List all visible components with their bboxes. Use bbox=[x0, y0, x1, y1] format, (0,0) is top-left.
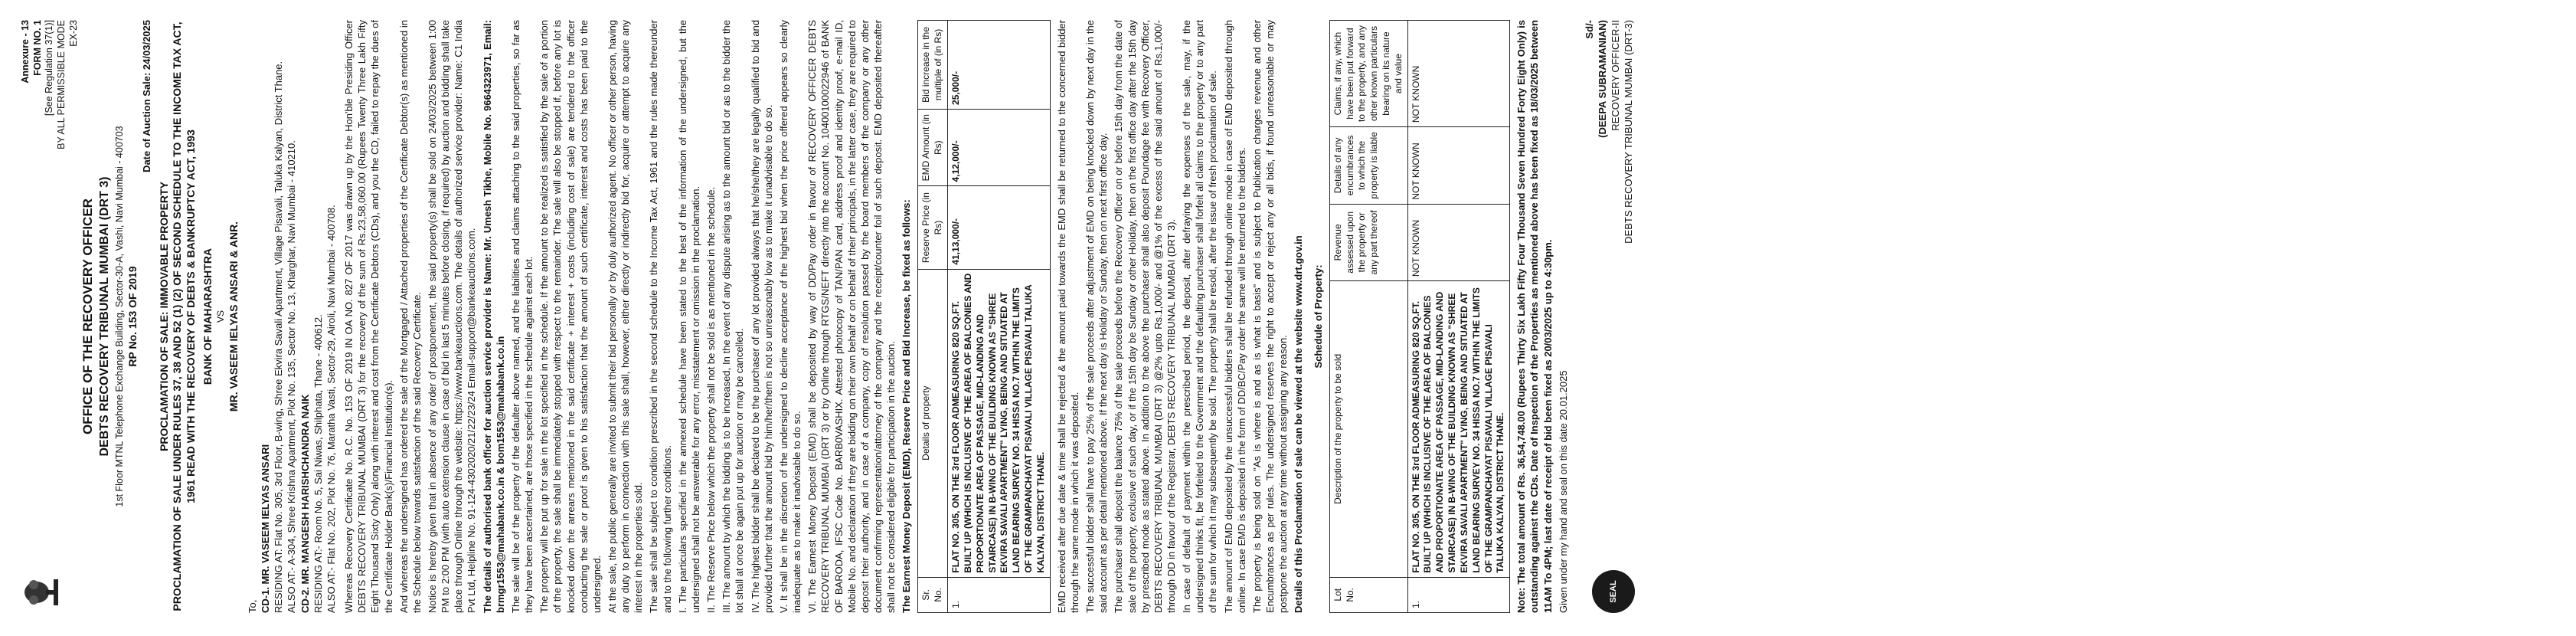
paragraph: III. The amount by which the bidding is to be increased, In the event of any dispute arising as to the amount bid or as to the bidder the lot shall at once be again put up for auction or may be cancelled. bbox=[721, 20, 746, 613]
paragraph: The amount of EMD deposited by the unsuccessful bidders shall be refunded through online mode in case of EMD deposited through online. In case EMD is deposited in the form of DD/BC/Pay order the same will be returned to the bidders. bbox=[1222, 20, 1247, 613]
proclamation-title: PROCLAMATION OF SALE: IMMOVABLE PROPERTY PROCLAMATION OF SALE UNDER RULES 37, 38 AND 52 (1) (2) OF SECOND SCHEDULE TO THE INCOME TAX ACT, 1961 READ WITH THE RECOVERY OF DEBTS & BANKRUPTCY ACT, 1993 bbox=[157, 21, 197, 611]
schedule-table bbox=[1329, 20, 1511, 613]
addressee-block bbox=[246, 20, 338, 613]
table-header: EMD Amount (in Rs) bbox=[918, 109, 948, 185]
signed-mark: Sd/- bbox=[1583, 20, 1595, 39]
conditions-section bbox=[342, 20, 897, 613]
rule-reference: [See Regulation 37(1)] bbox=[44, 20, 55, 116]
table-cell: 1. bbox=[948, 577, 1051, 612]
paragraph: The successful bidder shall have to pay 25% of the sale proceeds after adjustment of EMD on being knocked down by next day in the said account as per detail mentioned above. If the next day is Holiday or Sunday, then on next first office day. bbox=[1084, 20, 1110, 613]
table-header: Details of any encumbrances to which the property is liable bbox=[1329, 127, 1407, 204]
paragraph: V. It shall be in the discretion of the undersigned to decline acceptance of the highest bid when the price offered appears so clearly inadequate as to make it inadvisable to do so. bbox=[777, 20, 803, 613]
paragraph: The purchaser shall deposit the balance 75% of the sale proceeds before the Recovery Officer on or before 15th day from the date of sale of the property, exclusive of such day, or if the 15th day be Sunday or other Holiday, then on the first office day after the 15th day by prescribed mode as stated above. In addition to the above the purchaser shall also deposit Poundage fee with Recovery Officer, DEBTS RECOVERY TRIBUNAL MUMBAI (DRT 3) @2% upto Rs.1,000/- and @1% of the excess of the said amount of Rs.1,000/- through DD in favour of the Registrar, DEBTS RECOVERY TRIBUNAL MUMBAI (DRT 3). bbox=[1113, 20, 1177, 613]
paragraph: Notice is hereby given that in absence of any order of postponement, the said property(s) shall be sold on 24/03/2025 between 1:00 PM to 2:00 PM (with auto extension clause in case of bid in last 5 minutes before closing, if required) by auction and bidding shall take place through Online through the website: https://www.bankeauctions.com. The details of authorized service provider: Name: C1 India Pvt Ltd, Helpline No. 91-124-4302020/21/22/23/24 Email-support@bankeauctions.com. bbox=[426, 20, 478, 613]
table-header-row bbox=[1329, 21, 1407, 613]
paragraph: I. The particulars specified in the annexed schedule have been stated to the best of the information of the undersigned, but the undersigned shall not be answerable for any error, misstatement or omission in the proclamation. bbox=[676, 20, 701, 613]
cd1-alternate-address: ALSO AT:- A-304, Shree Krishna Apartment, Plot No. 135, Sector No. 13, Kharghar, Navi Mumbai - 410210. bbox=[286, 140, 298, 613]
officer-office: DEBTS RECOVERY TRIBUNAL MUMBAI (DRT-3) bbox=[1622, 20, 1634, 244]
paragraph: VI. The Earnest Money Deposit (EMD) shall be deposited by way of DD/Pay order in favour of RECOVERY OFFICER DEBTS RECOVERY TRIBUNAL MUMBAI (DRT 3) or by Online through RTGS/NEFT directly into the account No. 10400100022946 of BANK OF BARODA, IFSC Code No. BARB0VASHIX. Attested photocopy of TAN/PAN card, address proof and identity proof, e-mail ID, Mobile No. and declaration if they are bidding on their own behalf or on behalf of their principals, in the latter case, they are required to deposit their authority, and in case of a company, copy of resolution passed by the board members of the company or any other document confirming representation/attorney of the company and the receipt/counter foil of such deposit. EMD deposited thereafter shall not be considered eligible for participation in the auction. bbox=[806, 20, 897, 613]
form-number: FORM NO. 1 bbox=[31, 20, 43, 76]
table-header: Details of property bbox=[918, 269, 948, 577]
paragraph: The sale will be of the property of the defaulter above named, and the liabilities and claims attaching to the said properties, so far as they have been ascertained, are those specified in the schedule against each lot. bbox=[509, 20, 535, 613]
given-under-hand: Given under my hand and seal on this date 20.01.2025 bbox=[1557, 370, 1569, 613]
table-cell: NOT KNOWN bbox=[1407, 21, 1510, 127]
table-cell: FLAT NO. 305, ON THE 3rd FLOOR ADMEASURING 820 SQ.FT. BUILT UP (WHICH IS INCLUSIVE OF THE AREA OF BALCONIES AND PROPORTIONATE AREA OF PASSAGE, MID-LANDING AND STAIRCASE) IN B-WING OF THE BUILDING KNOWN AS "SHREE EKVIRA SAVALI APARTMENT" LYING, BEING AND SITUATED AT LAND BEARING SURVEY NO. 34 HISSA NO.7 WITHIN THE LIMITS OF THE GRAMPANCHAYAT PISAVALI VILLAGE PISAVALI TALUKA KALYAN, DISTRICT THANE. bbox=[1407, 281, 1510, 578]
officer-designation: RECOVERY OFFICER-II bbox=[1609, 20, 1621, 131]
office-address: 1st Floor MTNL Telephone Exchange Building, Sector-30-A, Vashi, Navi Mumbai - 400703 bbox=[113, 126, 125, 507]
table-row bbox=[948, 21, 1051, 613]
official-seal-icon: SEAL bbox=[1592, 570, 1635, 613]
to-label: To, bbox=[246, 599, 258, 613]
table-cell: 25,000/- bbox=[948, 21, 1051, 110]
annexure-block bbox=[20, 20, 80, 149]
table-header: Lot No. bbox=[1329, 577, 1407, 612]
table-cell: NOT KNOWN bbox=[1407, 127, 1510, 204]
emd-table bbox=[917, 20, 1050, 613]
table-header: Revenue assessed upon the property or any part thereof bbox=[1329, 204, 1407, 280]
delivery-mode: BY ALL PERMISSIBLE MODE bbox=[55, 20, 67, 149]
table-header: Reserve Price (in Rs) bbox=[918, 186, 948, 269]
reference-code: EX-23 bbox=[67, 20, 79, 47]
cd2-name: CD-2. MR. MANGESH HARISHCHANDRA NAIK bbox=[299, 394, 311, 613]
table-header: Sr. No. bbox=[918, 577, 948, 612]
cd2-alternate-address: ALSO AT:- Flat No. 202, Plot No. 76, Maratha Vasti, Sector-29, Airoli, Navi Mumbai - 400708. bbox=[325, 205, 337, 613]
table-cell: FLAT NO. 305, ON THE 3rd FLOOR ADMEASURING 820 SQ.FT. BUILT UP (WHICH IS INCLUSIVE OF THE AREA OF BALCONIES AND PROPORTIONATE AREA OF PASSAGE, MID-LANDING AND STAIRCASE) IN B-WING OF THE BUILDING KNOWN AS "SHREE EKVIRA SAVALI APARTMENT" LYING, BEING AND SITUATED AT LAND BEARING SURVEY NO. 34 HISSA NO.7 WITHIN THE LIMITS OF THE GRAMPANCHAYAT PISAVALI VILLAGE PISAVALI TALUKA KALYAN, DISTRICT THANE. bbox=[948, 269, 1051, 577]
paragraph: The sale shall be subject to condition prescribed in the second schedule to the Income Tax Act, 1961 and the rules made thereunder and to the following further conditions. bbox=[648, 20, 673, 613]
recovery-proceeding-number: RP No. 153 OF 2019 bbox=[126, 266, 139, 367]
table-cell: 1. bbox=[1407, 577, 1510, 612]
table-row bbox=[1407, 21, 1510, 613]
table-header: Claims, if any, which have been put forward to the property, and any other known particulars bearing on its nature and value bbox=[1329, 21, 1407, 127]
versus-label: VS bbox=[214, 310, 226, 323]
paragraph: II. The Reserve Price below which the property shall not be sold is as mentioned in the schedule. bbox=[705, 186, 718, 613]
emd-heading: The Earnest Money Deposit (EMD), Reserve Price and Bid Increase, be fixed as follows: bbox=[901, 199, 913, 613]
paragraph: In case of default of payment within the prescribed period, the deposit, after defraying the expenses of the sale, may, if the undersigned thinks fit, be forfeited to the Government and the defaulting purchaser shall forfeit all claims to the property or to any part of the sum for which it may subsequently be sold. The property shall be resold, after the issue of fresh proclamation of sale. bbox=[1181, 20, 1219, 613]
applicant-bank: BANK OF MAHARASHTRA bbox=[201, 248, 214, 385]
paragraph: And whereas the undersigned has ordered the sale of the Mortgaged / Attached properties of the Certificate Debtor(s) as mentioned in the Schedule below towards satisfaction of the said Recovery Certificate. bbox=[397, 20, 423, 613]
office-title: OFFICE OF THE RECOVERY OFFICER bbox=[80, 198, 95, 434]
paragraph: At the sale, the public generally are invited to submit their bid personally or by duly authorized agent. No officer or other person, having any duty to perform in connection with this sale shall, however, either directly or indirectly bid for, acquire or attempt to acquire any interest in the properties sold. bbox=[606, 20, 645, 613]
table-cell: NOT KNOWN bbox=[1407, 204, 1510, 280]
sale-conditions-section bbox=[1055, 20, 1306, 613]
schedule-title: Schedule of Property: bbox=[1312, 264, 1324, 369]
office-subtitle: DEBTS RECOVERY TRIBUNAL MUMBAI (DRT 3) bbox=[98, 176, 112, 457]
table-header: Bid increase in the multiple of (in Rs) bbox=[918, 21, 948, 110]
paragraph: The property will be put up for sale in the lot specified in the schedule. If the amount to be realized is satisfied by the sale of a portion of the property, the sale shall be immediately stopped with respect to the remainder. The sale will also be stopped if, before any lot is knocked down the arrears mentioned in the said certificate + interest + costs (including cost of sale) are tendered to the officer conducting the sale or proof is given to his satisfaction that the amount of such certificate, interest and costs has been paid to the undersigned. bbox=[538, 20, 603, 613]
paragraph: EMD received after due date & time shall be rejected & the amount paid towards the EMD shall be returned to the concerned bidder through the same mode in which it was deposited. bbox=[1055, 20, 1080, 613]
defendant-name: MR. VASEEM IELYAS ANSARI & ANR. bbox=[227, 221, 240, 412]
paragraph: Details of this Proclamation of sale can be viewed at the website www.drt.gov.in bbox=[1293, 235, 1305, 613]
officer-name: (DEEPA SUBRAMANIAN) bbox=[1596, 20, 1608, 138]
table-cell: 4,12,000/- bbox=[948, 109, 1051, 185]
cd1-name: CD-1. MR. VASEEM IELYAS ANSARI bbox=[260, 444, 272, 613]
table-header: Description of the property to be sold bbox=[1329, 281, 1407, 578]
paragraph: The property is being sold on "As is where is and as is what is basis" and is subject to Publication charges revenue and other Encumbrances as per rules. The undersigned reserves the right to accept or reject any or all bids, if found unreasonable or may postpone the auction at any time without assigning any reason. bbox=[1250, 20, 1290, 613]
paragraph: The details of authorised bank officer for auction service provider is Name: Mr. Umesh Tikhe, Mobile No. 9664323971, Email: brmgr1553@mahabank.co.in & bom1553@mahabank.co.in bbox=[481, 20, 506, 613]
signature-block bbox=[1584, 20, 1636, 244]
annexure-label: Annexure - 13 bbox=[20, 20, 31, 84]
auction-date: Date of Auction Sale: 24/03/2025 bbox=[140, 20, 152, 172]
national-emblem-icon bbox=[20, 572, 66, 613]
cd1-residence: RESIDING AT: Flat No. 305, 3rd Floor, B-wing, Shree Ekvira Savali Apartment, Village Pisavali, Taluka Kalyan, District Thane. bbox=[273, 61, 285, 613]
cd2-residence: RESIDING AT:- Room No. 5, Sai Niwas, Shilphata, Thane - 400612. bbox=[312, 314, 324, 613]
paragraph: IV. The highest bidder shall be declared to be the purchaser of any lot provided always that he/she/they are legally qualified to bid and provided further that the amount bid by him/her/them is not so unreasonably low as to make it unadvisable to do so. bbox=[749, 20, 774, 613]
top-row bbox=[20, 20, 79, 613]
outstanding-note: Note: The total amount of Rs. 36,54,748.00 (Rupees Thirty Six Lakh Fifty Four Thousand Seven Hundred Forty Eight Only) is outstanding against the CDs. Date of Inspection of the Properties as mentioned above has been fixed as 18/03/2025 between 11AM To 4PM; last date of receipt of bid been fixed as 20/03/2025 up to 4:30pm. bbox=[1515, 20, 1554, 613]
paragraph: Whereas Recovery Certificate No. R.C. No. 153 OF 2019 IN OA NO. 827 OF 2017 was drawn up by the Hon'ble Presiding Officer DEBTS RECOVERY TRIBUNAL MUMBAI (DRT 3) for the recovery of the sum of Rs.23,58,060.00 (Rupees Twenty Three Lakh Fifty Eight Thousand Sixty Only) along with interest and cost from the Certificate Debtors (CDs), and you the CD, failed to repay the dues of the Certificate Holder Bank(s)/Financial Institution(s). bbox=[343, 20, 394, 613]
signature-area bbox=[1584, 20, 1636, 613]
table-cell: 41,13,000/- bbox=[948, 186, 1051, 269]
table-header-row bbox=[918, 21, 948, 613]
